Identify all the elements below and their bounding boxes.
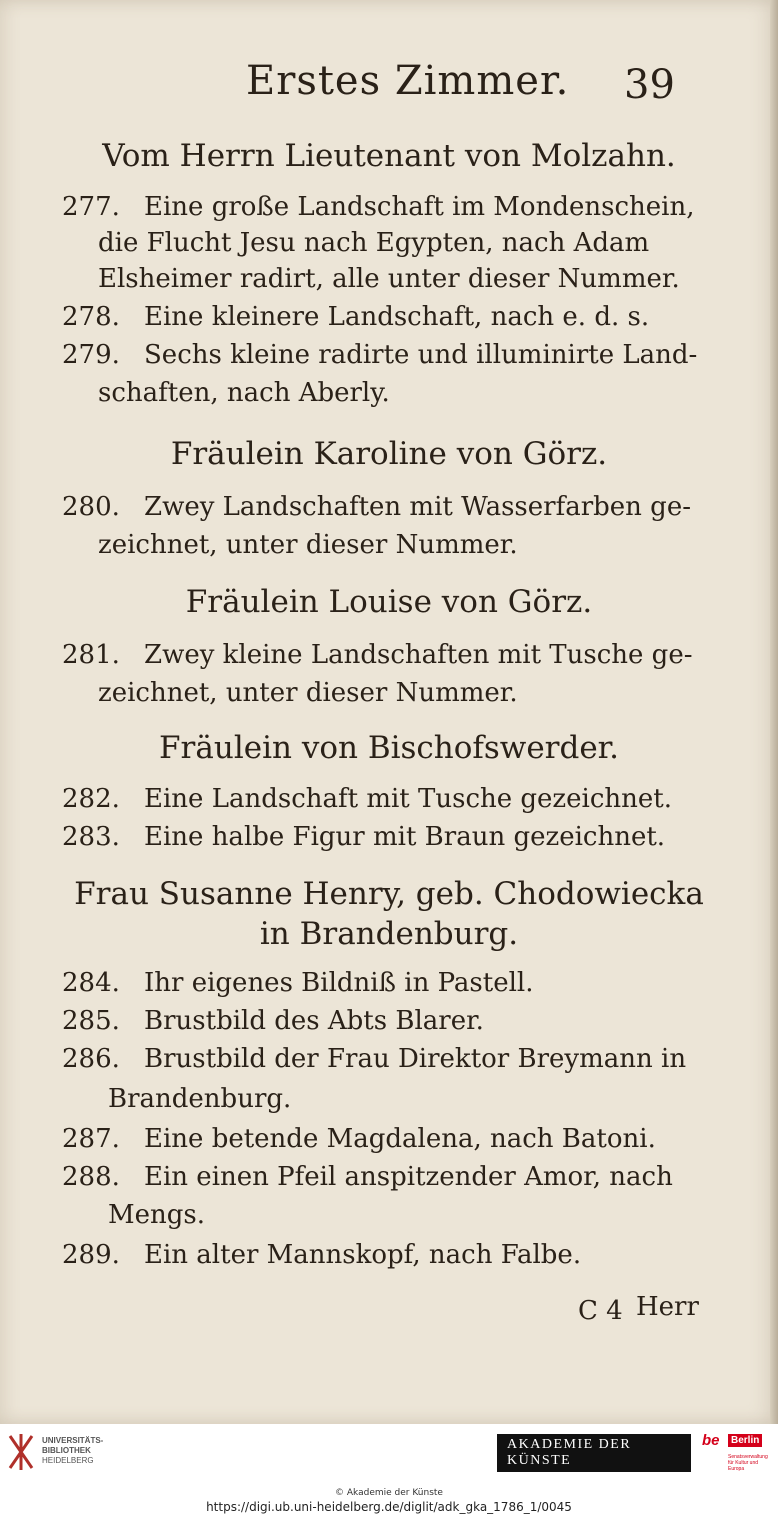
entry-text: Eine kleinere Landschaft, nach e. d. s. [144,302,650,332]
running-title: Erstes Zimmer. [246,58,570,104]
entry-text: Eine große Landschaft im Mondenschein, [144,192,695,222]
entry-text: Brustbild des Abts Blarer. [144,1006,484,1036]
entry-number: 288. [62,1162,120,1192]
section-heading: Frau Susanne Henry, geb. Chodowiecka [74,876,704,912]
entry-number: 280. [62,492,120,522]
entry-text: Ihr eigenes Bildniß in Pastell. [144,968,534,998]
berlin-be-text: be [702,1432,720,1449]
copyright-notice: © Akademie der Künste [335,1488,443,1498]
ub-logo-mark-icon [8,1432,34,1472]
entry-text-continued: zeichnet, unter dieser Nummer. [98,678,518,708]
ub-heidelberg-logo[interactable] [8,1432,118,1476]
section-heading: Vom Herrn Lieutenant von Molzahn. [102,138,676,174]
section-heading: Fräulein Louise von Görz. [185,584,593,620]
berlin-senate-logo[interactable] [702,1432,768,1476]
entry-text-continued: die Flucht Jesu nach Egypten, nach Adam [98,228,650,258]
page-edge [770,0,778,1424]
entry-text: Eine Landschaft mit Tusche gezeichnet. [144,784,672,814]
entry-number: 277. [62,192,120,222]
entry-text: Ein einen Pfeil anspitzender Amor, nach [144,1162,673,1192]
ub-logo-text: UNIVERSITÄTS- BIBLIOTHEK HEIDELBERG [42,1436,104,1465]
entry-number: 286. [62,1044,120,1074]
entry-number: 287. [62,1124,120,1154]
berlin-box-text: Berlin [728,1434,762,1447]
section-heading-line2: in Brandenburg. [259,916,519,952]
entry-text: Zwey kleine Landschaften mit Tusche ge- [144,640,693,670]
entry-text: Sechs kleine radirte und illuminirte Land- [144,340,698,370]
entry-number: 279. [62,340,120,370]
akademie-label: AKADEMIE DER KÜNSTE [496,1432,692,1474]
entry-text: Zwey Landschaften mit Wasserfarben ge- [144,492,691,522]
entry-number: 284. [62,968,120,998]
entry-text-continued: Mengs. [108,1200,206,1230]
entry-number: 278. [62,302,120,332]
entry-text-continued: schaften, nach Aberly. [98,378,390,408]
entry-text-continued: Brandenburg. [108,1084,292,1114]
entry-text-continued: zeichnet, unter dieser Nummer. [98,530,518,560]
entry-text: Eine halbe Figur mit Braun gezeichnet. [144,822,666,852]
section-heading: Fräulein von Bischofswerder. [159,730,619,766]
berlin-subtitle: Senatsverwaltung für Kultur und Europa [728,1454,768,1472]
entry-number: 283. [62,822,120,852]
akademie-der-kuenste-logo[interactable] [496,1434,692,1472]
entry-text-continued: Elsheimer radirt, alle unter dieser Nummer. [98,264,680,294]
permalink-url[interactable]: https://digi.ub.uni-heidelberg.de/diglit/adk_gka_1786_1/0045 [206,1500,572,1514]
entry-number: 285. [62,1006,120,1036]
entry-number: 281. [62,640,120,670]
signature-mark: C 4 [578,1296,623,1326]
catchword: Herr [636,1292,699,1322]
entry-number: 282. [62,784,120,814]
entry-number: 289. [62,1240,120,1270]
section-heading: Fräulein Karoline von Görz. [170,436,608,472]
entry-text: Ein alter Mannskopf, nach Falbe. [144,1240,582,1270]
running-header [0,58,778,118]
entry-text: Eine betende Magdalena, nach Batoni. [144,1124,656,1154]
entry-text: Brustbild der Frau Direktor Breymann in [144,1044,687,1074]
page-number: 39 [624,62,675,108]
